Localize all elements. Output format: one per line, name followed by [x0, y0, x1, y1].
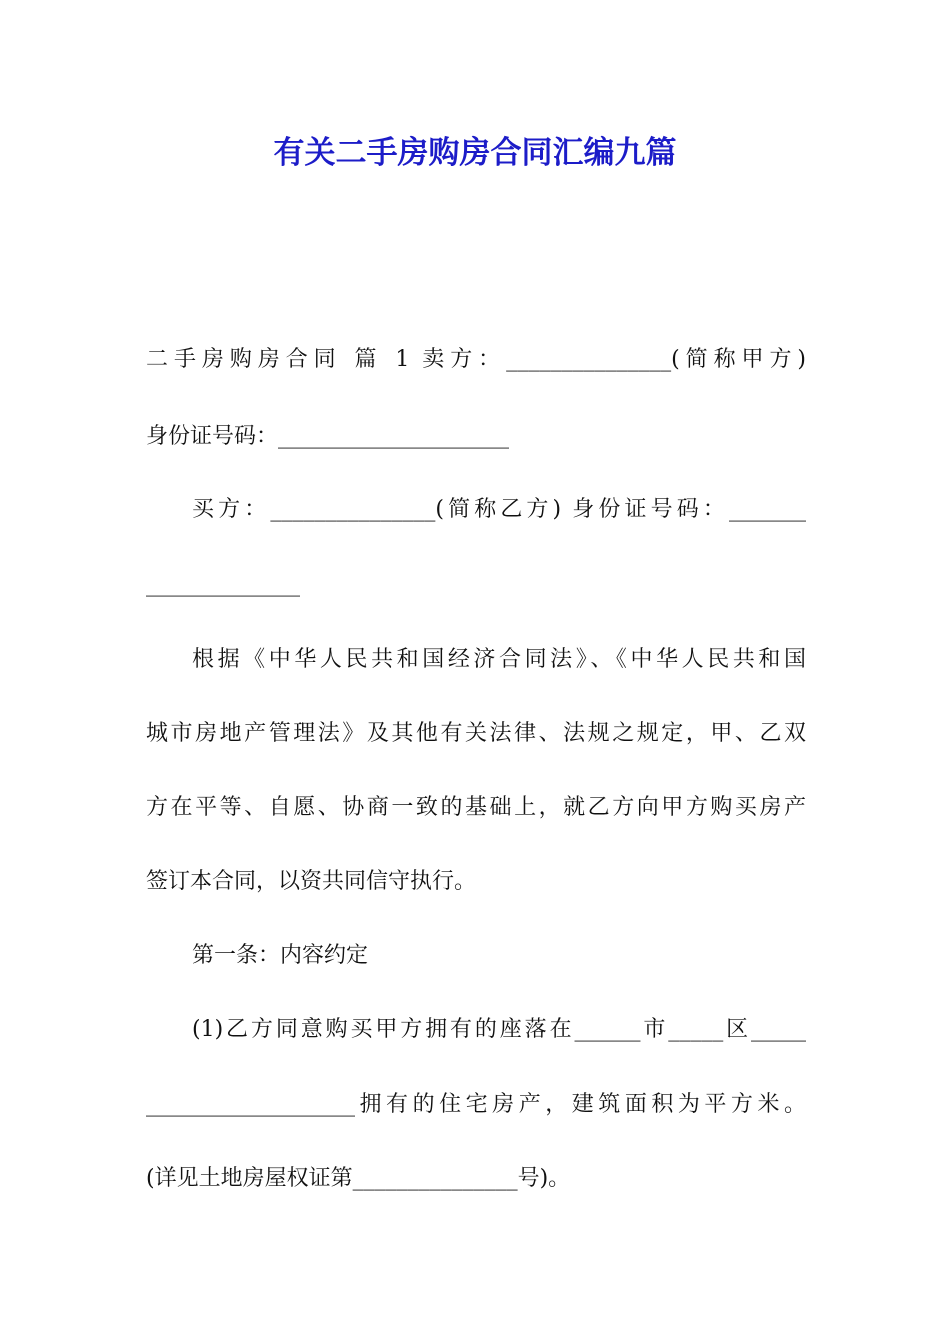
paragraph-line-7: 方在平等、自愿、协商一致的基础上，就乙方向甲方购买房产: [146, 795, 806, 820]
paragraph-line-4: ______________: [146, 572, 300, 597]
paragraph-line-8: 签订本合同，以资共同信守执行。: [146, 869, 477, 894]
paragraph-line-11: ___________________拥有的住宅房产，建筑面积为平方米。: [146, 1092, 806, 1117]
paragraph-line-1: 二手房购房合同 篇 1 卖方：_______________(简称甲方): [146, 347, 806, 372]
paragraph-line-6: 城市房地产管理法》及其他有关法律、法规之规定，甲、乙双: [146, 721, 806, 746]
paragraph-line-5: 根据《中华人民共和国经济合同法》、《中华人民共和国: [192, 647, 806, 672]
paragraph-line-3: 买方：_______________(简称乙方) 身份证号码：_______: [192, 497, 806, 522]
document-title: 有关二手房购房合同汇编九篇: [273, 135, 677, 171]
paragraph-line-10: (1)乙方同意购买甲方拥有的座落在______市_____区_____: [192, 1017, 806, 1042]
section-heading: 第一条：内容约定: [192, 943, 369, 968]
paragraph-line-2: 身份证号码：_____________________: [146, 424, 510, 449]
paragraph-line-12: (详见土地房屋权证第_______________号)。: [146, 1166, 571, 1191]
